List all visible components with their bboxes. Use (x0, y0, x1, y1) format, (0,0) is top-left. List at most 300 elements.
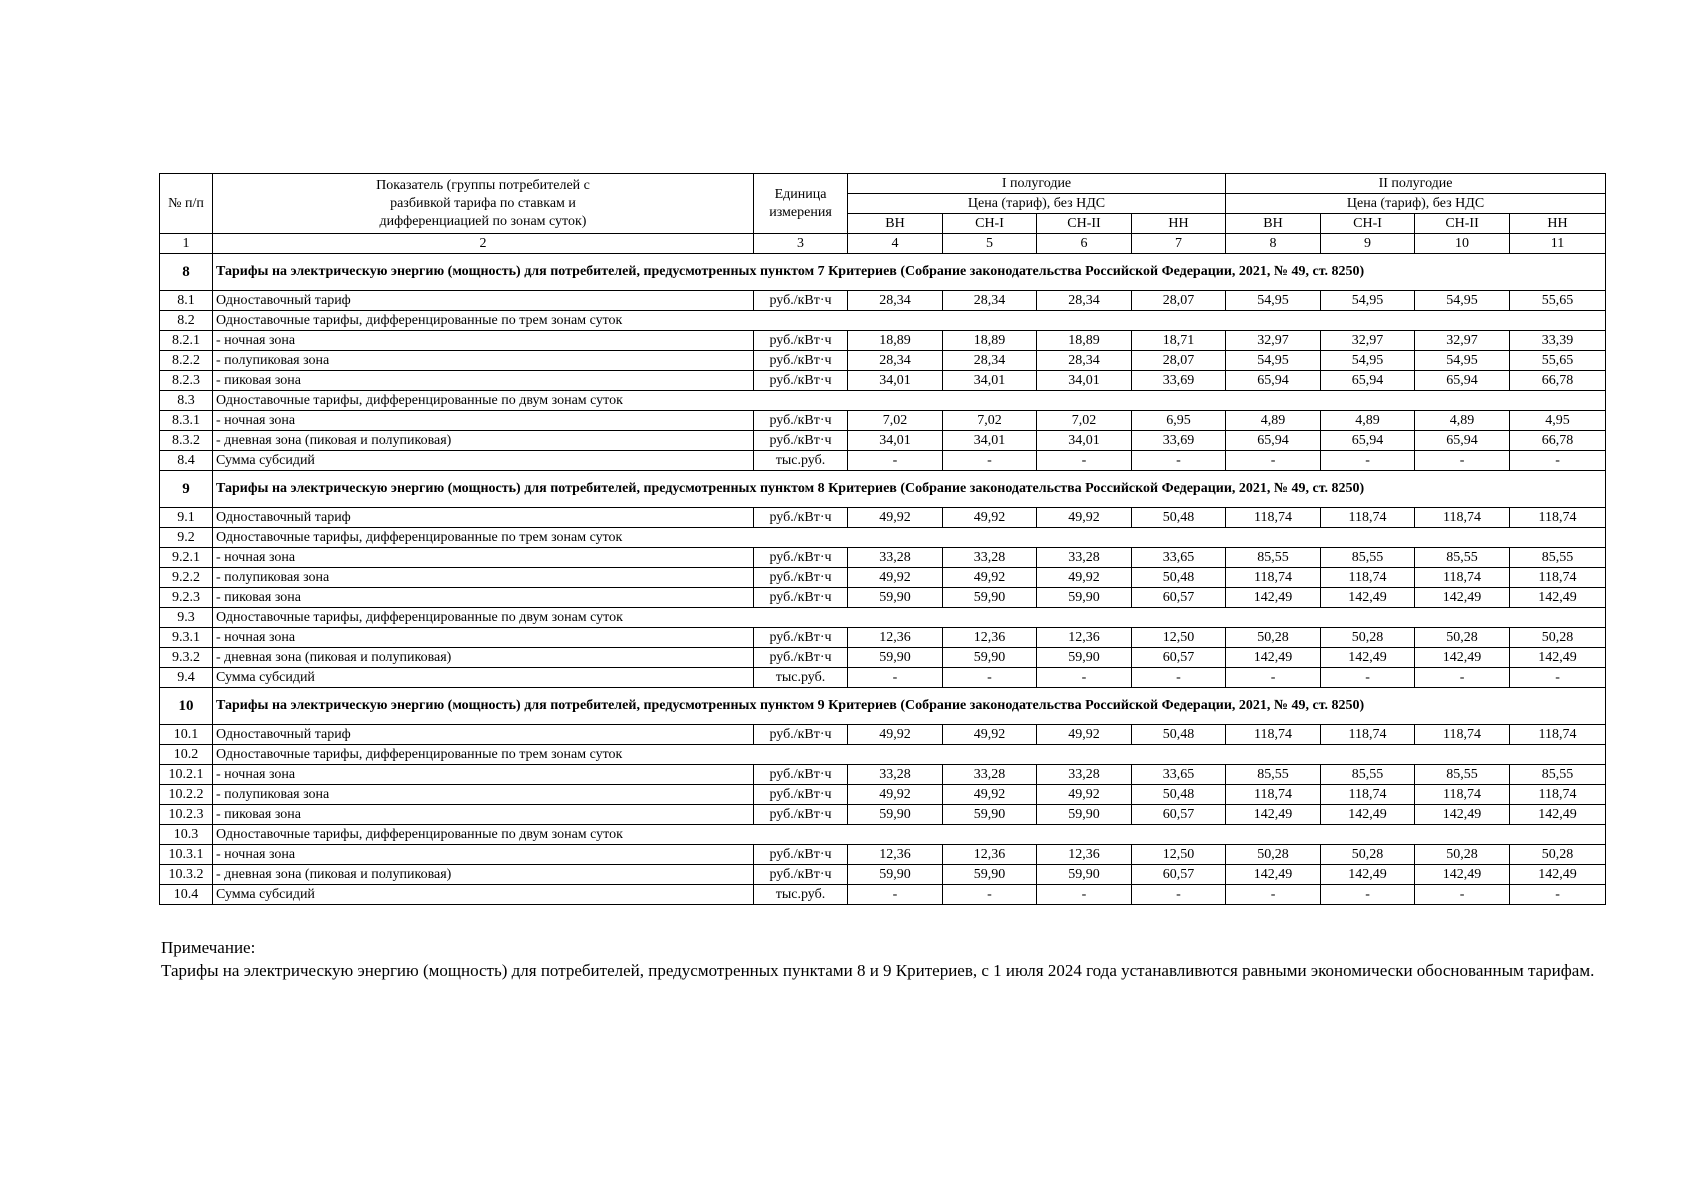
tariff-value: 85,55 (1415, 548, 1510, 568)
tariff-value: 54,95 (1226, 291, 1321, 311)
table-row (160, 371, 1606, 391)
tariff-value: - (1415, 668, 1510, 688)
tariff-value: 49,92 (943, 508, 1037, 528)
tariff-value: 12,36 (848, 628, 943, 648)
tariff-value: 142,49 (1415, 588, 1510, 608)
tariff-value: 85,55 (1226, 548, 1321, 568)
tariff-value: 66,78 (1510, 431, 1606, 451)
tariff-value: 59,90 (943, 865, 1037, 885)
tariff-value: 49,92 (848, 725, 943, 745)
tariff-value: 142,49 (1415, 648, 1510, 668)
tariff-value: - (1226, 668, 1321, 688)
tariff-value: 33,28 (1037, 765, 1132, 785)
row-number: 8.3.1 (160, 411, 213, 431)
tariff-value: 33,28 (848, 765, 943, 785)
tariff-value: 65,94 (1226, 431, 1321, 451)
table-row (160, 648, 1606, 668)
tariff-value: - (1132, 451, 1226, 471)
header-unit: Единица измерения (754, 174, 848, 234)
tariff-value: 49,92 (943, 725, 1037, 745)
tariff-value: - (848, 885, 943, 905)
header-level: ВН (848, 214, 943, 234)
tariff-value: 33,69 (1132, 431, 1226, 451)
tariff-value: 118,74 (1226, 568, 1321, 588)
row-unit: руб./кВт·ч (754, 291, 848, 311)
tariff-value: 142,49 (1226, 588, 1321, 608)
column-number: 4 (848, 234, 943, 254)
row-number: 8.2.1 (160, 331, 213, 351)
tariff-value: 4,89 (1226, 411, 1321, 431)
tariff-value: 66,78 (1510, 371, 1606, 391)
row-number: 8.3 (160, 391, 213, 411)
tariff-value: 118,74 (1226, 725, 1321, 745)
tariff-value: 34,01 (1037, 371, 1132, 391)
row-name: - ночная зона (213, 628, 754, 648)
tariff-value: - (1037, 451, 1132, 471)
tariff-value: 49,92 (943, 785, 1037, 805)
tariff-value: 85,55 (1226, 765, 1321, 785)
table-row (160, 765, 1606, 785)
tariff-value: 118,74 (1510, 725, 1606, 745)
tariff-value: 7,02 (943, 411, 1037, 431)
row-number: 8.2.2 (160, 351, 213, 371)
row-number: 9.2 (160, 528, 213, 548)
tariff-value: 33,28 (943, 548, 1037, 568)
row-number: 9.3 (160, 608, 213, 628)
tariff-value: 85,55 (1510, 548, 1606, 568)
row-number: 9.4 (160, 668, 213, 688)
row-unit: руб./кВт·ч (754, 628, 848, 648)
header-level: СН-II (1415, 214, 1510, 234)
tariff-value: 118,74 (1415, 568, 1510, 588)
tariff-value: 59,90 (1037, 648, 1132, 668)
row-unit: руб./кВт·ч (754, 331, 848, 351)
row-name: Одноставочный тариф (213, 508, 754, 528)
row-name: - дневная зона (пиковая и полупиковая) (213, 431, 754, 451)
tariff-value: 28,34 (1037, 291, 1132, 311)
tariff-value: 85,55 (1321, 765, 1415, 785)
row-unit: руб./кВт·ч (754, 548, 848, 568)
row-number: 8.2 (160, 311, 213, 331)
column-number: 11 (1510, 234, 1606, 254)
tariff-value: 28,07 (1132, 351, 1226, 371)
tariff-value: - (1510, 451, 1606, 471)
tariff-value: 60,57 (1132, 865, 1226, 885)
table-row (160, 411, 1606, 431)
table-row (160, 351, 1606, 371)
tariff-value: 142,49 (1321, 865, 1415, 885)
tariff-value: 28,34 (848, 351, 943, 371)
header-half-2: II полугодие (1226, 174, 1606, 194)
tariff-value: 85,55 (1510, 765, 1606, 785)
tariff-value: 118,74 (1510, 785, 1606, 805)
tariff-value: - (1132, 885, 1226, 905)
row-unit: тыс.руб. (754, 885, 848, 905)
tariff-value: 142,49 (1510, 588, 1606, 608)
header-level: СН-II (1037, 214, 1132, 234)
tariff-value: 34,01 (848, 431, 943, 451)
row-name: - пиковая зона (213, 588, 754, 608)
row-name: - полупиковая зона (213, 351, 754, 371)
table-row (160, 668, 1606, 688)
row-number: 8.2.3 (160, 371, 213, 391)
row-name: - пиковая зона (213, 805, 754, 825)
tariff-value: 49,92 (1037, 568, 1132, 588)
column-number: 6 (1037, 234, 1132, 254)
section-title: Тарифы на электрическую энергию (мощность) для потребителей, предусмотренных пунктом 9 Критериев (Собрание законодательства Российской Федерации, 2021, № 49, ст. 8250) (213, 688, 1606, 725)
group-title: Одноставочные тарифы, дифференцированные по трем зонам суток (213, 528, 1606, 548)
tariff-sheet (159, 173, 1605, 905)
tariff-value: - (1037, 885, 1132, 905)
row-number: 10.2.2 (160, 785, 213, 805)
row-number: 10.1 (160, 725, 213, 745)
group-row (160, 528, 1606, 548)
tariff-value: 59,90 (848, 865, 943, 885)
tariff-value: 55,65 (1510, 291, 1606, 311)
row-number: 9.3.1 (160, 628, 213, 648)
row-name: - ночная зона (213, 548, 754, 568)
row-number: 8.3.2 (160, 431, 213, 451)
tariff-value: 49,92 (848, 508, 943, 528)
row-name: - ночная зона (213, 765, 754, 785)
section-row (160, 471, 1606, 508)
row-name: Сумма субсидий (213, 451, 754, 471)
tariff-value: 118,74 (1321, 725, 1415, 745)
tariff-value: - (1510, 668, 1606, 688)
tariff-value: 50,48 (1132, 725, 1226, 745)
tariff-value: 142,49 (1510, 865, 1606, 885)
tariff-value: 118,74 (1510, 568, 1606, 588)
tariff-value: 33,65 (1132, 765, 1226, 785)
tariff-value: 55,65 (1510, 351, 1606, 371)
header-level: ВН (1226, 214, 1321, 234)
note-text: Тарифы на электрическую энергию (мощность) для потребителей, предусмотренных пунктами 8 и 9 Критериев, с 1 июля 2024 года устанавливются равными экономически обоснованным тарифам. (161, 961, 1595, 980)
tariff-value: 7,02 (1037, 411, 1132, 431)
tariff-value: 142,49 (1226, 865, 1321, 885)
tariff-value: 50,28 (1226, 628, 1321, 648)
row-number: 9.3.2 (160, 648, 213, 668)
table-row (160, 568, 1606, 588)
group-title: Одноставочные тарифы, дифференцированные по двум зонам суток (213, 825, 1606, 845)
group-title: Одноставочные тарифы, дифференцированные по двум зонам суток (213, 391, 1606, 411)
tariff-value: 118,74 (1321, 508, 1415, 528)
row-unit: руб./кВт·ч (754, 508, 848, 528)
row-unit: тыс.руб. (754, 668, 848, 688)
tariff-value: 33,28 (1037, 548, 1132, 568)
tariff-value: 50,48 (1132, 508, 1226, 528)
group-title: Одноставочные тарифы, дифференцированные по трем зонам суток (213, 311, 1606, 331)
table-row (160, 451, 1606, 471)
tariff-value: 12,36 (1037, 845, 1132, 865)
tariff-value: - (943, 668, 1037, 688)
tariff-value: 12,36 (1037, 628, 1132, 648)
group-row (160, 391, 1606, 411)
row-unit: руб./кВт·ч (754, 648, 848, 668)
group-row (160, 825, 1606, 845)
column-number: 10 (1415, 234, 1510, 254)
row-number: 10.2.3 (160, 805, 213, 825)
row-unit: тыс.руб. (754, 451, 848, 471)
column-number: 3 (754, 234, 848, 254)
group-row (160, 311, 1606, 331)
tariff-value: 49,92 (1037, 785, 1132, 805)
tariff-value: 12,36 (943, 628, 1037, 648)
section-row (160, 254, 1606, 291)
row-unit: руб./кВт·ч (754, 785, 848, 805)
row-unit: руб./кВт·ч (754, 805, 848, 825)
tariff-value: 54,95 (1321, 351, 1415, 371)
tariff-value: 18,89 (1037, 331, 1132, 351)
tariff-value: 12,36 (848, 845, 943, 865)
tariff-value: 60,57 (1132, 588, 1226, 608)
tariff-value: 50,28 (1226, 845, 1321, 865)
row-name: - полупиковая зона (213, 785, 754, 805)
tariff-value: 142,49 (1415, 865, 1510, 885)
tariff-value: 118,74 (1321, 568, 1415, 588)
tariff-value: 65,94 (1226, 371, 1321, 391)
tariff-value: 142,49 (1226, 805, 1321, 825)
row-name: - пиковая зона (213, 371, 754, 391)
row-name: - ночная зона (213, 411, 754, 431)
tariff-value: 49,92 (943, 568, 1037, 588)
tariff-value: 34,01 (848, 371, 943, 391)
column-number: 1 (160, 234, 213, 254)
tariff-value: 4,95 (1510, 411, 1606, 431)
tariff-value: 32,97 (1226, 331, 1321, 351)
group-row (160, 745, 1606, 765)
tariff-value: - (1415, 885, 1510, 905)
row-name: - дневная зона (пиковая и полупиковая) (213, 865, 754, 885)
tariff-value: 32,97 (1415, 331, 1510, 351)
tariff-value: 65,94 (1321, 431, 1415, 451)
tariff-value: 50,28 (1510, 845, 1606, 865)
tariff-table (159, 173, 1606, 905)
section-title: Тарифы на электрическую энергию (мощность) для потребителей, предусмотренных пунктом 7 Критериев (Собрание законодательства Российской Федерации, 2021, № 49, ст. 8250) (213, 254, 1606, 291)
tariff-value: 4,89 (1321, 411, 1415, 431)
tariff-value: 54,95 (1415, 351, 1510, 371)
tariff-value: 32,97 (1321, 331, 1415, 351)
tariff-value: 49,92 (848, 568, 943, 588)
row-number: 9.1 (160, 508, 213, 528)
tariff-value: 33,65 (1132, 548, 1226, 568)
tariff-value: 59,90 (1037, 588, 1132, 608)
tariff-value: 50,48 (1132, 568, 1226, 588)
row-number: 9.2.1 (160, 548, 213, 568)
table-row (160, 785, 1606, 805)
tariff-value: 49,92 (1037, 725, 1132, 745)
tariff-value: 118,74 (1226, 508, 1321, 528)
column-number: 7 (1132, 234, 1226, 254)
table-row (160, 548, 1606, 568)
tariff-value: - (1132, 668, 1226, 688)
tariff-value: 142,49 (1226, 648, 1321, 668)
tariff-value: 28,34 (943, 291, 1037, 311)
row-number: 10.3.2 (160, 865, 213, 885)
tariff-value: - (943, 451, 1037, 471)
tariff-value: 59,90 (943, 648, 1037, 668)
row-unit: руб./кВт·ч (754, 588, 848, 608)
section-number: 9 (160, 471, 213, 508)
tariff-value: 4,89 (1415, 411, 1510, 431)
tariff-value: 59,90 (848, 648, 943, 668)
tariff-value: 118,74 (1510, 508, 1606, 528)
row-number: 8.1 (160, 291, 213, 311)
tariff-value: - (1037, 668, 1132, 688)
tariff-value: 34,01 (1037, 431, 1132, 451)
section-number: 8 (160, 254, 213, 291)
tariff-value: 18,89 (848, 331, 943, 351)
section-number: 10 (160, 688, 213, 725)
tariff-value: - (848, 668, 943, 688)
row-number: 9.2.3 (160, 588, 213, 608)
tariff-value: 142,49 (1321, 805, 1415, 825)
tariff-value: 50,28 (1321, 845, 1415, 865)
row-unit: руб./кВт·ч (754, 351, 848, 371)
tariff-value: 50,28 (1415, 845, 1510, 865)
tariff-value: 85,55 (1415, 765, 1510, 785)
tariff-value: 28,34 (848, 291, 943, 311)
row-unit: руб./кВт·ч (754, 371, 848, 391)
row-name: - ночная зона (213, 331, 754, 351)
tariff-value: 142,49 (1510, 648, 1606, 668)
header-level: СН-I (1321, 214, 1415, 234)
column-number: 8 (1226, 234, 1321, 254)
tariff-value: 59,90 (1037, 865, 1132, 885)
section-row (160, 688, 1606, 725)
tariff-value: 60,57 (1132, 805, 1226, 825)
tariff-value: - (1321, 668, 1415, 688)
header-level: СН-I (943, 214, 1037, 234)
header-column-numbers (160, 234, 1606, 254)
tariff-value: 50,28 (1415, 628, 1510, 648)
tariff-value: 33,69 (1132, 371, 1226, 391)
tariff-value: 34,01 (943, 371, 1037, 391)
tariff-value: 33,28 (848, 548, 943, 568)
table-row (160, 331, 1606, 351)
tariff-value: 54,95 (1321, 291, 1415, 311)
header-num: № п/п (160, 174, 213, 234)
tariff-value: 12,36 (943, 845, 1037, 865)
tariff-value: 33,39 (1510, 331, 1606, 351)
tariff-value: 12,50 (1132, 628, 1226, 648)
tariff-value: 6,95 (1132, 411, 1226, 431)
header-price-2: Цена (тариф), без НДС (1226, 194, 1606, 214)
row-number: 10.4 (160, 885, 213, 905)
tariff-value: 28,34 (1037, 351, 1132, 371)
note-title: Примечание: (161, 938, 256, 957)
header-level: НН (1510, 214, 1606, 234)
tariff-value: - (1321, 451, 1415, 471)
table-body (160, 254, 1606, 905)
group-title: Одноставочные тарифы, дифференцированные по двум зонам суток (213, 608, 1606, 628)
row-number: 9.2.2 (160, 568, 213, 588)
tariff-value: 142,49 (1415, 805, 1510, 825)
row-unit: руб./кВт·ч (754, 845, 848, 865)
tariff-value: - (1510, 885, 1606, 905)
section-title: Тарифы на электрическую энергию (мощность) для потребителей, предусмотренных пунктом 8 Критериев (Собрание законодательства Российской Федерации, 2021, № 49, ст. 8250) (213, 471, 1606, 508)
row-unit: руб./кВт·ч (754, 568, 848, 588)
table-row (160, 291, 1606, 311)
tariff-value: - (1321, 885, 1415, 905)
tariff-value: 50,28 (1321, 628, 1415, 648)
table-row (160, 805, 1606, 825)
tariff-value: - (1415, 451, 1510, 471)
tariff-value: 49,92 (848, 785, 943, 805)
tariff-value: 34,01 (943, 431, 1037, 451)
tariff-value: 49,92 (1037, 508, 1132, 528)
tariff-value: 59,90 (943, 805, 1037, 825)
header-half-1: I полугодие (848, 174, 1226, 194)
row-number: 10.3 (160, 825, 213, 845)
header-indicator: Показатель (группы потребителей с разбивкой тарифа по ставкам и дифференциацией по зонам суток) (213, 174, 754, 234)
row-unit: руб./кВт·ч (754, 865, 848, 885)
column-number: 2 (213, 234, 754, 254)
table-header (160, 174, 1606, 254)
tariff-value: 118,74 (1415, 508, 1510, 528)
tariff-value: - (848, 451, 943, 471)
tariff-value: 54,95 (1226, 351, 1321, 371)
tariff-value: 142,49 (1321, 588, 1415, 608)
tariff-value: 50,28 (1510, 628, 1606, 648)
row-number: 10.2 (160, 745, 213, 765)
tariff-value: 59,90 (1037, 805, 1132, 825)
group-title: Одноставочные тарифы, дифференцированные по трем зонам суток (213, 745, 1606, 765)
tariff-value: 65,94 (1415, 431, 1510, 451)
row-unit: руб./кВт·ч (754, 411, 848, 431)
row-unit: руб./кВт·ч (754, 431, 848, 451)
row-name: - ночная зона (213, 845, 754, 865)
table-row (160, 725, 1606, 745)
tariff-value: 60,57 (1132, 648, 1226, 668)
tariff-value: 33,28 (943, 765, 1037, 785)
tariff-value: 54,95 (1415, 291, 1510, 311)
row-name: Одноставочный тариф (213, 725, 754, 745)
row-name: Одноставочный тариф (213, 291, 754, 311)
row-number: 8.4 (160, 451, 213, 471)
tariff-value: 50,48 (1132, 785, 1226, 805)
tariff-value: - (943, 885, 1037, 905)
tariff-value: 118,74 (1415, 785, 1510, 805)
tariff-value: 85,55 (1321, 548, 1415, 568)
table-row (160, 628, 1606, 648)
tariff-value: 59,90 (848, 588, 943, 608)
tariff-value: 142,49 (1510, 805, 1606, 825)
row-unit: руб./кВт·ч (754, 765, 848, 785)
tariff-value: 59,90 (943, 588, 1037, 608)
table-row (160, 885, 1606, 905)
header-price-1: Цена (тариф), без НДС (848, 194, 1226, 214)
column-number: 9 (1321, 234, 1415, 254)
row-number: 10.3.1 (160, 845, 213, 865)
tariff-value: 118,74 (1226, 785, 1321, 805)
table-row (160, 431, 1606, 451)
tariff-value: 18,71 (1132, 331, 1226, 351)
row-name: Сумма субсидий (213, 668, 754, 688)
tariff-value: 28,07 (1132, 291, 1226, 311)
note (161, 936, 1601, 982)
tariff-value: 118,74 (1321, 785, 1415, 805)
header-level: НН (1132, 214, 1226, 234)
tariff-value: 118,74 (1415, 725, 1510, 745)
row-name: - дневная зона (пиковая и полупиковая) (213, 648, 754, 668)
tariff-value: 59,90 (848, 805, 943, 825)
row-number: 10.2.1 (160, 765, 213, 785)
row-unit: руб./кВт·ч (754, 725, 848, 745)
table-row (160, 865, 1606, 885)
column-number: 5 (943, 234, 1037, 254)
group-row (160, 608, 1606, 628)
tariff-value: 65,94 (1415, 371, 1510, 391)
